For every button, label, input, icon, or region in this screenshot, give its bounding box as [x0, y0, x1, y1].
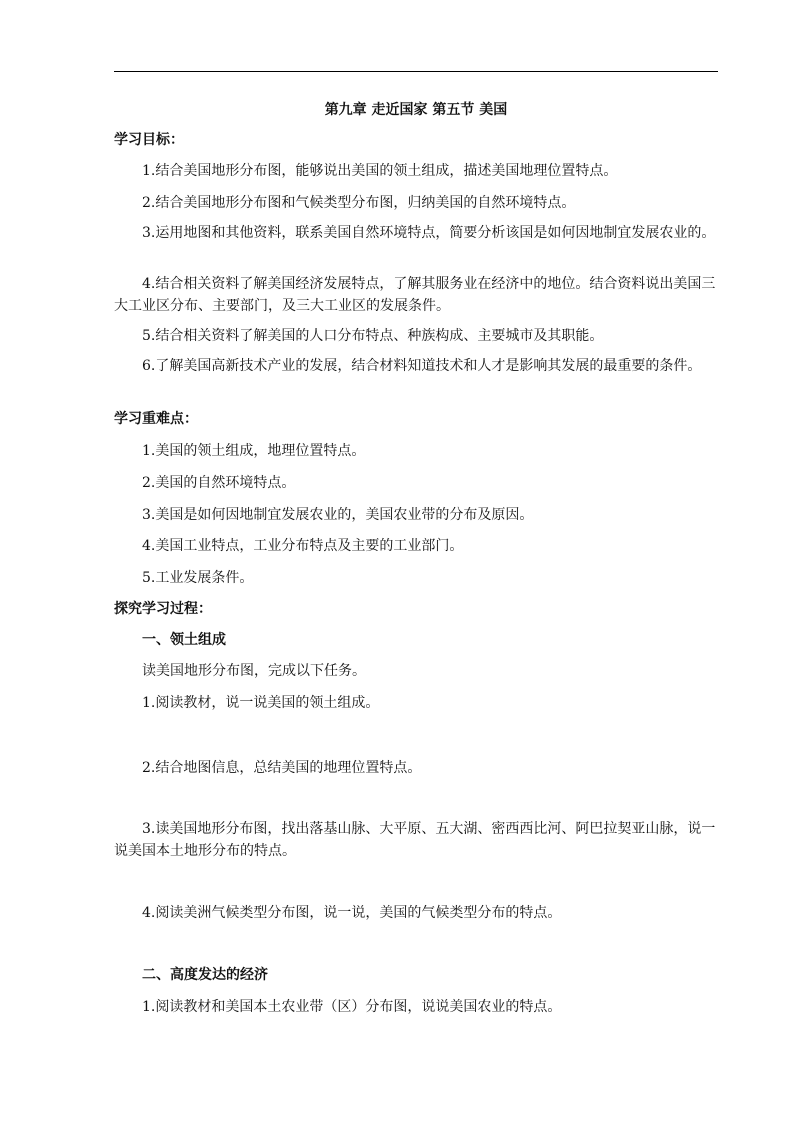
key-point-item: 1.美国的领土组成，地理位置特点。 [142, 443, 366, 459]
key-point-item: 3.美国是如何因地制宜发展农业的，美国农业带的分布及原因。 [142, 507, 534, 523]
section-heading-territory: 一、领土组成 [142, 632, 226, 648]
task-item: 1.阅读教材和美国本土农业带（区）分布图，说说美国农业的特点。 [142, 999, 562, 1015]
key-point-item: 4.美国工业特点，工业分布特点及主要的工业部门。 [142, 538, 464, 554]
key-point-item: 2.美国的自然环境特点。 [142, 475, 296, 491]
section-heading-economy: 二、高度发达的经济 [142, 967, 268, 983]
key-point-item: 5.工业发展条件。 [142, 570, 254, 586]
objective-item: 6.了解美国高新技术产业的发展，结合材料知道技术和人才是影响其发展的最重要的条件。 [142, 358, 702, 374]
page-title: 第九章 走近国家 第五节 美国 [324, 102, 508, 118]
objective-item: 2.结合美国地形分布图和气候类型分布图，归纳美国的自然环境特点。 [142, 195, 576, 211]
task-item: 1.阅读教材，说一说美国的领土组成。 [142, 695, 380, 711]
key-points-heading: 学习重难点： [114, 411, 198, 427]
objective-item: 1.结合美国地形分布图，能够说出美国的领土组成，描述美国地理位置特点。 [142, 163, 618, 179]
header-rule [114, 71, 718, 72]
task-item: 2.结合地图信息，总结美国的地理位置特点。 [142, 760, 422, 776]
task-item: 3.读美国地形分布图，找出落基山脉、大平原、五大湖、密西西比河、阿巴拉契亚山脉，说一说美国本土地形分布的特点。 [114, 821, 716, 859]
process-heading: 探究学习过程： [114, 601, 212, 617]
section-intro: 读美国地形分布图，完成以下任务。 [142, 663, 366, 679]
objective-item: 4.结合相关资料了解美国经济发展特点，了解其服务业在经济中的地位。结合资料说出美国三大工业区分布、主要部门，及三大工业区的发展条件。 [114, 276, 716, 314]
objectives-heading: 学习目标： [114, 132, 184, 148]
objective-item: 3.运用地图和其他资料，联系美国自然环境特点，简要分析该国是如何因地制宜发展农业的。 [142, 225, 716, 241]
task-item: 4.阅读美洲气候类型分布图，说一说，美国的气候类型分布的特点。 [142, 905, 562, 921]
objective-item: 5.结合相关资料了解美国的人口分布特点、种族构成、主要城市及其职能。 [142, 328, 604, 344]
